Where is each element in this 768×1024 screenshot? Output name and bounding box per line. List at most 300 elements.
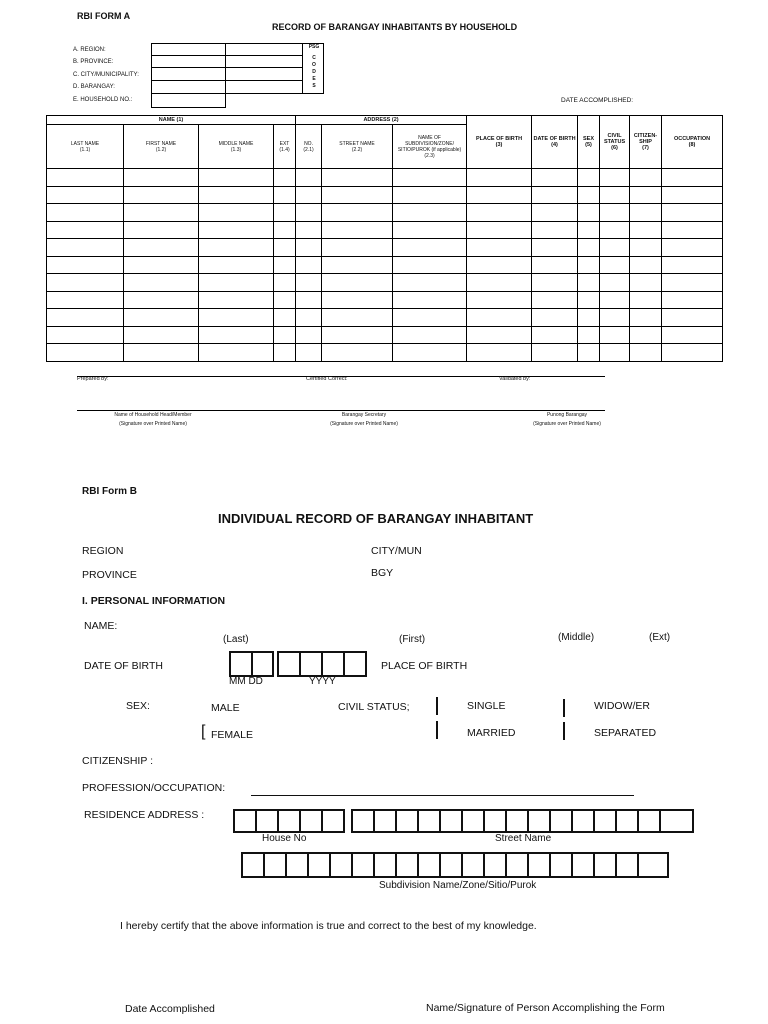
sig-name: Barangay Secretary (341, 412, 387, 418)
col-code: (2.1) (303, 146, 314, 153)
table-cell[interactable] (199, 239, 274, 257)
table-cell[interactable] (600, 186, 630, 204)
col-label: DATE OF BIRTH (533, 136, 576, 142)
table-cell[interactable] (532, 169, 578, 187)
table-cell[interactable] (393, 274, 467, 292)
table-cell[interactable] (532, 186, 578, 204)
table-cell[interactable] (322, 221, 393, 239)
col-code: (6) (611, 145, 618, 151)
middle-name-caption: (Middle) (558, 632, 595, 643)
table-cell[interactable] (662, 169, 723, 187)
table-cell[interactable] (532, 291, 578, 309)
table-cell[interactable] (274, 274, 296, 292)
table-cell[interactable] (47, 291, 124, 309)
section-personal-info: I. PERSONAL INFORMATION (82, 595, 226, 607)
sex-label: SEX: (126, 700, 150, 712)
box-divider (549, 809, 551, 833)
col-code: (1.2) (155, 146, 167, 153)
table-cell[interactable] (322, 256, 393, 274)
table-cell[interactable] (296, 291, 322, 309)
table-cell[interactable] (322, 204, 393, 222)
first-name-caption: (First) (399, 634, 426, 645)
table-cell[interactable] (274, 291, 296, 309)
box-divider (571, 809, 573, 833)
table-cell[interactable] (199, 274, 274, 292)
col-label: NAME OF SUBDIVISION/ZONE/ SITIO/PUROK (if applicable) (397, 134, 462, 153)
box-divider (505, 809, 507, 833)
table-row (47, 274, 723, 292)
table-cell[interactable] (578, 309, 600, 327)
table-cell[interactable] (467, 221, 532, 239)
table-row (47, 344, 723, 362)
table-row (47, 204, 723, 222)
col-sex (578, 116, 600, 169)
table-cell[interactable] (630, 309, 662, 327)
box-divider (439, 809, 441, 833)
col-label: NO. (304, 140, 313, 147)
table-cell[interactable] (47, 239, 124, 257)
box-divider (351, 852, 353, 878)
col-label: OCCUPATION (673, 136, 711, 142)
table-cell[interactable] (662, 256, 723, 274)
secretary-signature (296, 411, 432, 429)
box-divider (395, 852, 397, 878)
table-cell[interactable] (600, 274, 630, 292)
table-cell[interactable] (199, 169, 274, 187)
table-cell[interactable] (532, 221, 578, 239)
single-option[interactable]: SINGLE (467, 700, 506, 712)
table-cell[interactable] (467, 186, 532, 204)
civil-status-divider (563, 699, 565, 717)
sig-caption: (Signature over Printed Name) (119, 421, 187, 427)
table-cell[interactable] (532, 256, 578, 274)
table-cell[interactable] (322, 309, 393, 327)
col-code: (8) (688, 142, 696, 148)
widower-option[interactable]: WIDOW/ER (594, 700, 650, 712)
barangay-field-2[interactable] (225, 80, 303, 94)
box-divider (395, 809, 397, 833)
table-cell[interactable] (199, 291, 274, 309)
col-middle-name (199, 125, 274, 169)
table-cell[interactable] (467, 274, 532, 292)
table-cell[interactable] (296, 186, 322, 204)
box-divider (637, 852, 639, 878)
table-cell[interactable] (322, 344, 393, 362)
profession-line[interactable] (251, 795, 634, 796)
table-row (47, 309, 723, 327)
table-cell[interactable] (662, 344, 723, 362)
punong-barangay-signature (499, 411, 635, 429)
table-cell[interactable] (662, 221, 723, 239)
table-cell[interactable] (322, 274, 393, 292)
table-row (47, 169, 723, 187)
col-street-name (322, 125, 393, 169)
table-cell[interactable] (47, 309, 124, 327)
table-cell[interactable] (467, 204, 532, 222)
table-cell[interactable] (630, 239, 662, 257)
table-cell[interactable] (124, 326, 199, 344)
col-code: (3) (495, 142, 503, 148)
box-divider (571, 852, 573, 878)
table-cell[interactable] (662, 309, 723, 327)
table-cell[interactable] (199, 344, 274, 362)
table-cell[interactable] (393, 204, 467, 222)
region-label: A. REGION: (73, 47, 106, 53)
table-cell[interactable] (578, 204, 600, 222)
col-code: (1.4) (279, 146, 290, 153)
table-cell[interactable] (578, 169, 600, 187)
male-option[interactable]: MALE (211, 702, 240, 714)
table-cell[interactable] (578, 186, 600, 204)
table-cell[interactable] (199, 256, 274, 274)
table-cell[interactable] (662, 186, 723, 204)
table-cell[interactable] (47, 326, 124, 344)
separated-option[interactable]: SEPARATED (594, 727, 657, 739)
codes-letter: C (312, 55, 316, 61)
table-cell[interactable] (124, 221, 199, 239)
table-cell[interactable] (630, 344, 662, 362)
dob-mmdd-caption: MM DD (229, 676, 263, 687)
box-divider (483, 809, 485, 833)
col-label: MIDDLE NAME (218, 140, 254, 147)
box-divider (637, 809, 639, 833)
household-field[interactable] (151, 93, 226, 108)
table-cell[interactable] (124, 274, 199, 292)
table-cell[interactable] (630, 326, 662, 344)
table-cell[interactable] (467, 309, 532, 327)
table-row (47, 291, 723, 309)
household-label: E. HOUSEHOLD NO.: (73, 97, 133, 103)
city-label: C. CITY/MUNICIPALITY: (73, 72, 139, 78)
table-cell[interactable] (47, 256, 124, 274)
residence-label: RESIDENCE ADDRESS : (84, 809, 205, 821)
sig-name: Name of Household Head/Member (114, 412, 192, 418)
name-group-header: NAME (1) (47, 116, 296, 125)
table-cell[interactable] (322, 326, 393, 344)
table-cell[interactable] (393, 291, 467, 309)
dob-divider (343, 651, 345, 677)
table-cell[interactable] (124, 204, 199, 222)
last-name-caption: (Last) (223, 634, 249, 645)
box-divider (505, 852, 507, 878)
citizenship-label: CITIZENSHIP : (82, 755, 153, 767)
signature-label-b: Name/Signature of Person Accomplishing the Form (426, 1002, 665, 1014)
date-accomplished-label: DATE ACCOMPLISHED: (561, 97, 634, 104)
civil-status-divider (436, 697, 438, 715)
form-b-code: RBI Form B (82, 486, 137, 497)
box-divider (285, 852, 287, 878)
box-divider (321, 809, 323, 833)
table-cell[interactable] (124, 309, 199, 327)
table-cell[interactable] (662, 239, 723, 257)
box-divider (255, 809, 257, 833)
table-cell[interactable] (274, 326, 296, 344)
barangay-field[interactable] (151, 80, 226, 94)
box-divider (527, 809, 529, 833)
form-a-title: RECORD OF BARANGAY INHABITANTS BY HOUSEHOLD (272, 22, 518, 32)
street-name-caption: Street Name (495, 833, 552, 844)
table-cell[interactable] (662, 326, 723, 344)
col-date-of-birth (532, 116, 578, 169)
table-cell[interactable] (274, 309, 296, 327)
table-cell[interactable] (274, 221, 296, 239)
table-cell[interactable] (662, 291, 723, 309)
barangay-label: D. BARANGAY: (73, 84, 115, 90)
box-divider (615, 809, 617, 833)
table-cell[interactable] (199, 309, 274, 327)
table-cell[interactable] (600, 221, 630, 239)
sig-name: Punong Barangay (546, 412, 588, 418)
table-row (47, 239, 723, 257)
table-cell[interactable] (467, 326, 532, 344)
table-cell[interactable] (296, 274, 322, 292)
profession-label: PROFESSION/OCCUPATION: (82, 782, 226, 794)
col-code: (2.3) (424, 152, 435, 159)
table-cell[interactable] (630, 256, 662, 274)
table-cell[interactable] (578, 256, 600, 274)
table-cell[interactable] (600, 204, 630, 222)
table-cell[interactable] (393, 239, 467, 257)
table-row (47, 256, 723, 274)
col-civil-status (600, 116, 630, 169)
psg-label: PSG (308, 44, 320, 50)
col-label: CIVIL STATUS (603, 133, 626, 145)
col-label: FIRST NAME (145, 140, 177, 147)
table-cell[interactable] (600, 291, 630, 309)
col-ext (274, 125, 296, 169)
col-label: STREET NAME (339, 140, 375, 147)
table-cell[interactable] (296, 221, 322, 239)
col-label: CITIZEN- SHIP (633, 133, 658, 145)
city-mun-label: CITY/MUN (371, 545, 422, 557)
table-cell[interactable] (393, 344, 467, 362)
table-cell[interactable] (322, 239, 393, 257)
table-cell[interactable] (274, 169, 296, 187)
table-cell[interactable] (393, 256, 467, 274)
validated-by-label: Validated by: (499, 376, 531, 382)
table-cell[interactable] (578, 221, 600, 239)
table-cell[interactable] (600, 344, 630, 362)
subdivision-caption: Subdivision Name/Zone/Sitio/Purok (379, 880, 537, 891)
box-divider (263, 852, 265, 878)
married-option[interactable]: MARRIED (467, 727, 516, 739)
psg-codes-label (303, 44, 325, 90)
table-cell[interactable] (532, 204, 578, 222)
table-cell[interactable] (47, 169, 124, 187)
table-cell[interactable] (393, 169, 467, 187)
col-subdivision (393, 125, 467, 169)
table-cell[interactable] (274, 186, 296, 204)
city-field-2[interactable] (225, 67, 303, 81)
box-divider (373, 809, 375, 833)
table-cell[interactable] (578, 274, 600, 292)
table-cell[interactable] (124, 344, 199, 362)
table-cell[interactable] (124, 186, 199, 204)
table-cell[interactable] (600, 309, 630, 327)
col-code: (2.2) (351, 146, 363, 153)
table-cell[interactable] (532, 239, 578, 257)
table-row (47, 186, 723, 204)
sig-caption: (Signature over Printed Name) (533, 421, 601, 427)
city-field[interactable] (151, 67, 226, 81)
province-label: B. PROVINCE: (73, 59, 114, 65)
certified-correct-label: Certified Correct: (306, 376, 348, 382)
civil-status-label: CIVIL STATUS; (338, 701, 410, 713)
table-cell[interactable] (600, 256, 630, 274)
col-label: PLACE OF BIRTH (475, 136, 523, 142)
table-row (47, 326, 723, 344)
table-cell[interactable] (124, 169, 199, 187)
col-label: EXT (279, 140, 290, 147)
bgy-label: BGY (371, 567, 394, 579)
address-group-header: ADDRESS (2) (296, 116, 467, 125)
col-code: (7) (642, 145, 649, 151)
col-code: (1.3) (230, 146, 242, 153)
table-cell[interactable] (47, 344, 124, 362)
house-no-boxes[interactable] (233, 809, 345, 833)
table-cell[interactable] (124, 256, 199, 274)
box-divider (307, 852, 309, 878)
col-place-of-birth (467, 116, 532, 169)
female-option[interactable]: FEMALE (211, 729, 254, 741)
table-row (47, 221, 723, 239)
table-cell[interactable] (274, 204, 296, 222)
dob-divider (299, 651, 301, 677)
col-label: LAST NAME (70, 140, 100, 147)
form-b-title: INDIVIDUAL RECORD OF BARANGAY INHABITANT (218, 511, 534, 526)
table-cell[interactable] (393, 326, 467, 344)
table-cell[interactable] (467, 291, 532, 309)
table-cell[interactable] (322, 169, 393, 187)
box-divider (417, 809, 419, 833)
table-cell[interactable] (578, 344, 600, 362)
box-divider (615, 852, 617, 878)
col-last-name (47, 125, 124, 169)
table-cell[interactable] (296, 169, 322, 187)
table-cell[interactable] (296, 256, 322, 274)
codes-letter: O (312, 62, 316, 68)
dob-label: DATE OF BIRTH (84, 660, 163, 672)
table-cell[interactable] (532, 274, 578, 292)
table-cell[interactable] (47, 186, 124, 204)
codes-letter: D (312, 69, 316, 75)
table-cell[interactable] (630, 169, 662, 187)
table-cell[interactable] (296, 239, 322, 257)
dob-divider (321, 651, 323, 677)
table-cell[interactable] (578, 239, 600, 257)
table-cell[interactable] (467, 344, 532, 362)
table-cell[interactable] (630, 204, 662, 222)
house-no-caption: House No (262, 833, 307, 844)
table-cell[interactable] (393, 309, 467, 327)
table-cell[interactable] (322, 291, 393, 309)
street-name-boxes[interactable] (351, 809, 694, 833)
certification-text: I hereby certify that the above information is true and correct to the best of my knowledge. (120, 920, 537, 932)
box-divider (461, 809, 463, 833)
table-cell[interactable] (296, 344, 322, 362)
household-head-signature (85, 411, 221, 429)
table-cell[interactable] (199, 326, 274, 344)
table-cell[interactable] (532, 326, 578, 344)
box-divider (417, 852, 419, 878)
col-label: SEX (583, 136, 595, 142)
table-cell[interactable] (296, 326, 322, 344)
col-no (296, 125, 322, 169)
box-divider (277, 809, 279, 833)
table-cell[interactable] (124, 239, 199, 257)
box-divider (527, 852, 529, 878)
col-citizenship (630, 116, 662, 169)
table-cell[interactable] (630, 221, 662, 239)
table-cell[interactable] (322, 186, 393, 204)
box-divider (299, 809, 301, 833)
table-cell[interactable] (600, 326, 630, 344)
table-cell[interactable] (124, 291, 199, 309)
dob-divider (251, 651, 253, 677)
box-divider (593, 809, 595, 833)
col-occupation (662, 116, 723, 169)
table-cell[interactable] (467, 256, 532, 274)
place-of-birth-label: PLACE OF BIRTH (381, 660, 468, 672)
region-label-b: REGION (82, 545, 124, 557)
table-cell[interactable] (296, 204, 322, 222)
box-divider (373, 852, 375, 878)
civil-status-divider (563, 722, 565, 740)
box-divider (483, 852, 485, 878)
household-table (46, 115, 723, 362)
table-cell[interactable] (532, 309, 578, 327)
table-cell[interactable] (578, 326, 600, 344)
table-cell[interactable] (467, 239, 532, 257)
table-cell[interactable] (578, 291, 600, 309)
province-label-b: PROVINCE (82, 569, 137, 581)
table-cell[interactable] (199, 186, 274, 204)
table-cell[interactable] (630, 186, 662, 204)
table-cell[interactable] (274, 344, 296, 362)
col-code: (4) (551, 142, 558, 148)
col-first-name (124, 125, 199, 169)
table-cell[interactable] (662, 204, 723, 222)
table-cell[interactable] (393, 186, 467, 204)
table-cell[interactable] (199, 221, 274, 239)
table-cell[interactable] (274, 256, 296, 274)
female-bracket: [ (201, 723, 206, 740)
box-divider (461, 852, 463, 878)
table-cell[interactable] (274, 239, 296, 257)
table-cell[interactable] (47, 204, 124, 222)
subdivision-boxes[interactable] (241, 852, 669, 878)
dob-yyyy-caption: YYYY (309, 676, 336, 687)
table-cell[interactable] (662, 274, 723, 292)
table-cell[interactable] (199, 204, 274, 222)
form-a-code: RBI FORM A (77, 11, 131, 21)
table-cell[interactable] (47, 274, 124, 292)
codes-letter: E (312, 76, 316, 82)
table-cell[interactable] (630, 291, 662, 309)
table-cell[interactable] (600, 239, 630, 257)
col-code: (1.1) (79, 146, 91, 153)
table-cell[interactable] (296, 309, 322, 327)
codes-letter: S (312, 83, 316, 89)
box-divider (659, 809, 661, 833)
box-divider (593, 852, 595, 878)
table-cell[interactable] (600, 169, 630, 187)
table-cell[interactable] (630, 274, 662, 292)
table-cell[interactable] (532, 344, 578, 362)
table-cell[interactable] (47, 221, 124, 239)
table-cell[interactable] (393, 221, 467, 239)
table-cell[interactable] (467, 169, 532, 187)
